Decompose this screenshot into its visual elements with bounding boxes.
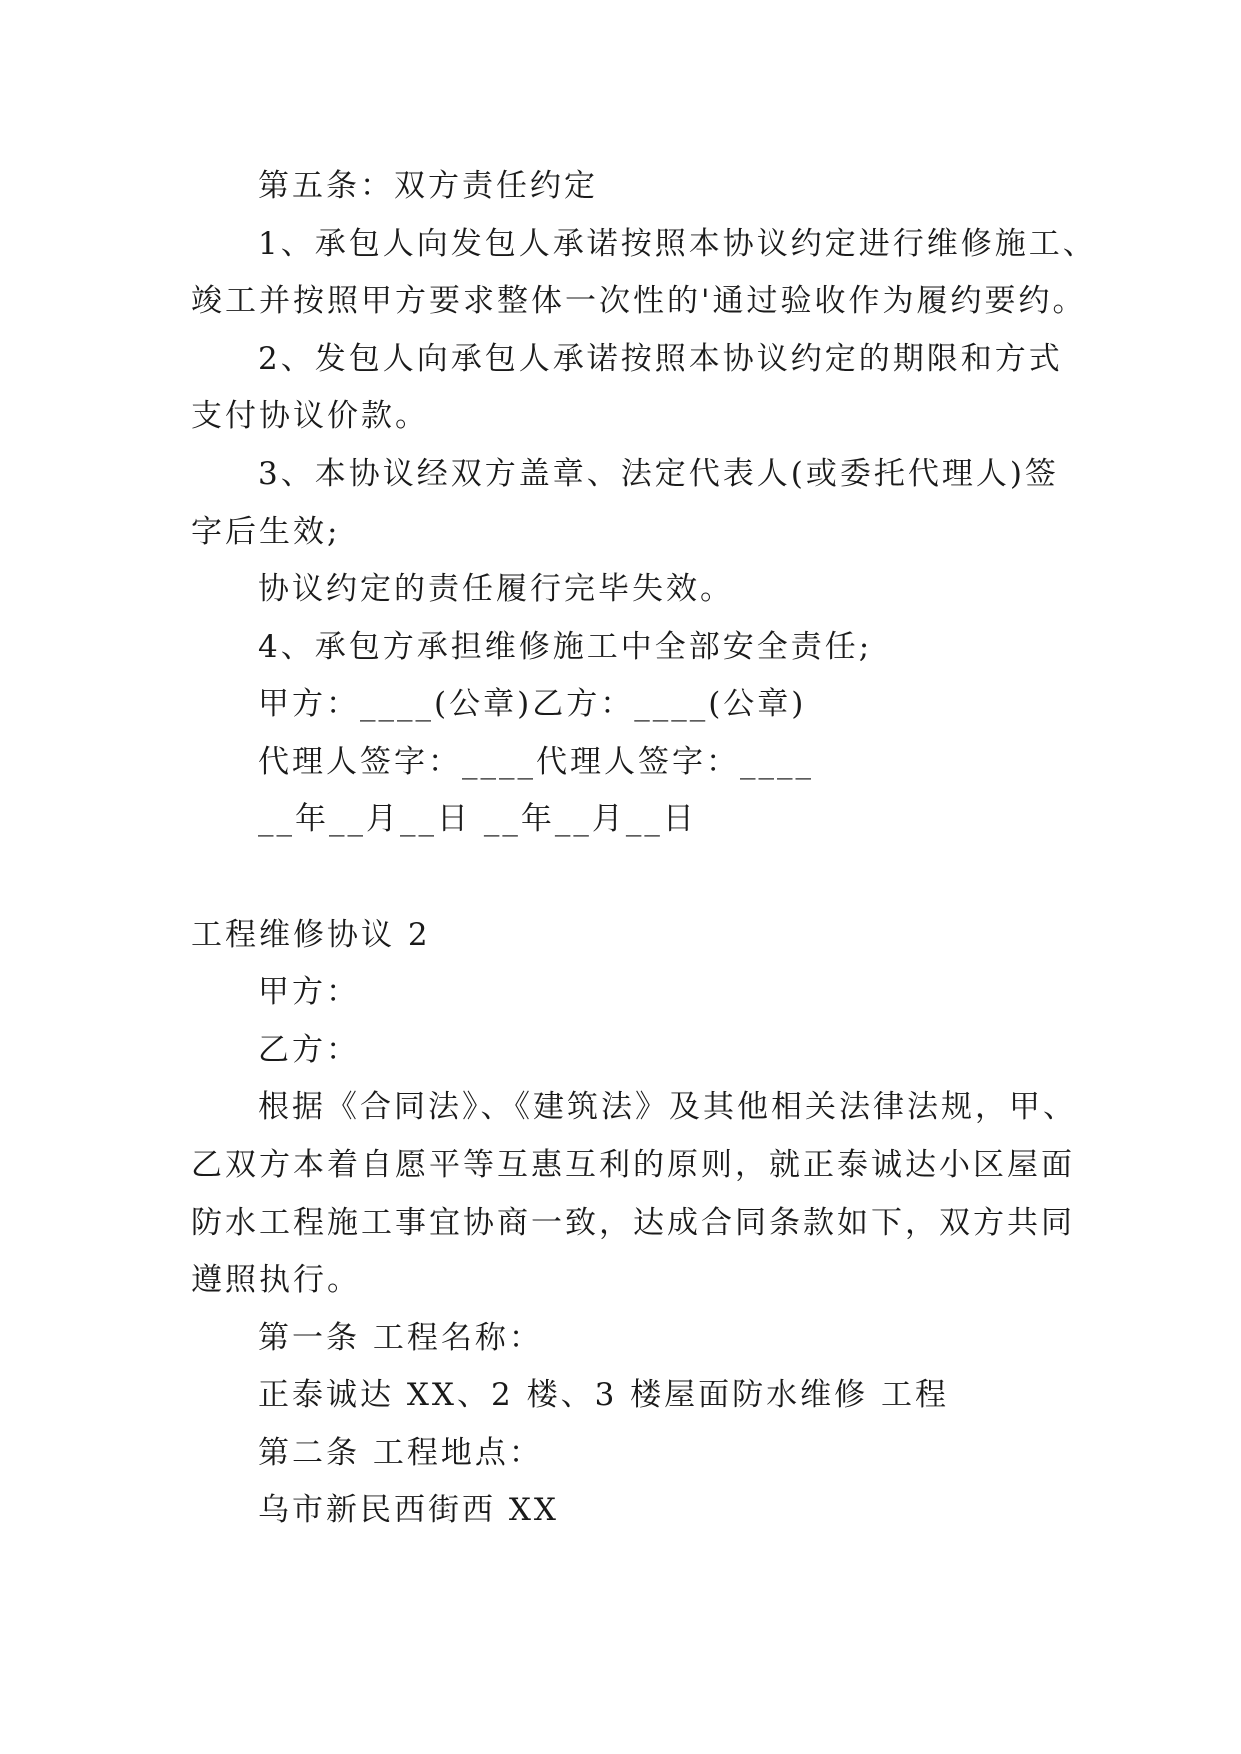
preamble-line-2: 乙双方本着自愿平等互惠互利的原则，就正泰诚达小区屋面: [191, 1147, 1075, 1183]
article-1-value: 正泰诚达 XX、2 楼、3 楼屋面防水维修 工程: [258, 1377, 949, 1413]
agreement-2-title: 工程维修协议 2: [191, 917, 431, 953]
article-1-heading: 第一条 工程名称：: [258, 1320, 543, 1356]
preamble-line-3: 防水工程施工事宜协商一致，达成合同条款如下，双方共同: [191, 1205, 1075, 1241]
date-line: __年__月__日 __年__月__日: [258, 801, 697, 837]
item-4: 4、承包方承担维修施工中全部安全责任;: [258, 629, 873, 665]
seal-line: 甲方：____(公章)乙方：____(公章): [258, 686, 807, 722]
preamble-line-4: 遵照执行。: [191, 1262, 361, 1298]
item-3-line-2: 字后生效;: [191, 514, 341, 550]
signature-line: 代理人签字：____代理人签字：____: [258, 744, 814, 780]
preamble-line-1: 根据《合同法》、《建筑法》及其他相关法律法规，甲、: [258, 1089, 1077, 1125]
section-5-heading: 第五条：双方责任约定: [258, 168, 598, 204]
item-1-line-2: 竣工并按照甲方要求整体一次性的'通过验收作为履约要约。: [191, 283, 1087, 319]
item-1-line-1: 1、承包人向发包人承诺按照本协议约定进行维修施工、: [258, 226, 1097, 262]
item-2-line-2: 支付协议价款。: [191, 398, 429, 434]
item-3-line-1: 3、本协议经双方盖章、法定代表人(或委托代理人)签: [258, 456, 1059, 492]
item-2-line-1: 2、发包人向承包人承诺按照本协议约定的期限和方式: [258, 341, 1063, 377]
party-a-label: 甲方：: [258, 974, 360, 1010]
article-2-heading: 第二条 工程地点：: [258, 1435, 543, 1471]
party-b-label: 乙方：: [258, 1032, 360, 1068]
article-2-value: 乌市新民西街西 XX: [258, 1492, 559, 1528]
expiry-clause: 协议约定的责任履行完毕失效。: [258, 571, 734, 607]
